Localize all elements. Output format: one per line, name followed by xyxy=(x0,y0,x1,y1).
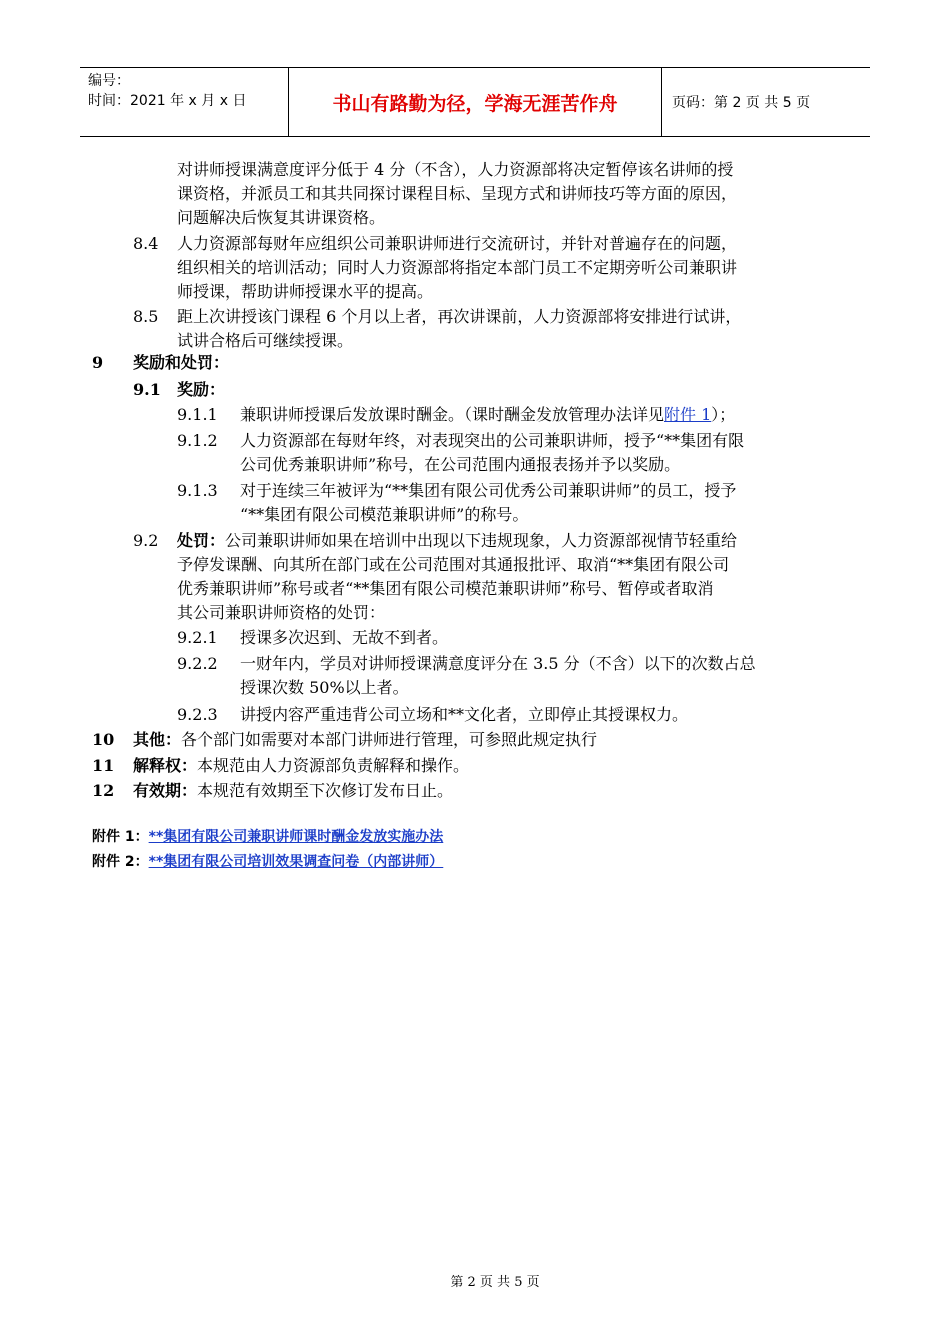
paragraph-line: 授课多次迟到、无故不到者。 xyxy=(240,628,449,647)
section-heading: 其他： xyxy=(133,730,182,749)
paragraph-line: 距上次讲授该门课程 6 个月以上者，再次讲课前，人力资源部将安排进行试讲， xyxy=(177,307,742,326)
paragraph-line: 对讲师授课满意度评分低于 4 分（不含），人力资源部将决定暂停该名讲师的授 xyxy=(177,160,734,179)
paragraph-text: 本规范有效期至下次修订发布日止。 xyxy=(197,781,454,800)
section-number: 9.1.1 xyxy=(177,405,218,424)
paragraph-text: 公司兼职讲师如果在培训中出现以下违规现象，人力资源部视情节轻重给 xyxy=(225,531,738,550)
section-number: 9.2.3 xyxy=(177,705,218,724)
section-number: 9.1.2 xyxy=(177,431,218,450)
section-heading: 奖励： xyxy=(177,380,226,399)
section-number: 9 xyxy=(92,353,104,372)
section-number: 8.4 xyxy=(133,234,159,253)
page-header xyxy=(80,67,870,137)
header-page-label: 页码：第 2 页 共 5 页 xyxy=(672,95,811,111)
paragraph-line: 人力资源部每财年应组织公司兼职讲师进行交流研讨，并针对普遍存在的问题， xyxy=(177,234,738,253)
paragraph-line xyxy=(240,403,735,427)
section-number: 9.2 xyxy=(133,531,159,550)
paragraph-line: 其公司兼职讲师资格的处罚： xyxy=(177,603,386,622)
paragraph-text: 兼职讲师授课后发放课时酬金。（课时酬金发放管理办法详见 xyxy=(240,405,665,424)
paragraph-line xyxy=(133,779,453,803)
paragraph-line: 优秀兼职讲师”称号或者“**集团有限公司模范兼职讲师”称号、暂停或者取消 xyxy=(177,579,714,598)
paragraph-line: 公司优秀兼职讲师”称号，在公司范围内通报表扬并予以奖励。 xyxy=(240,455,681,474)
section-number: 9.2.2 xyxy=(177,654,218,673)
attachment-item xyxy=(92,827,443,847)
section-number: 11 xyxy=(92,756,115,775)
paragraph-line: 讲授内容严重违背公司立场和**文化者，立即停止其授课权力。 xyxy=(240,705,689,724)
section-number: 9.1 xyxy=(133,380,161,399)
page-footer: 第 2 页 共 5 页 xyxy=(450,1275,540,1290)
paragraph-line: 组织相关的培训活动；同时人力资源部将指定本部门员工不定期旁听公司兼职讲 xyxy=(177,258,738,277)
paragraph-line: 对于连续三年被评为“**集团有限公司优秀公司兼职讲师”的员工，授予 xyxy=(240,481,737,500)
section-heading: 处罚： xyxy=(177,531,226,550)
attachment-item xyxy=(92,852,443,872)
paragraph-line: 授课次数 50%以上者。 xyxy=(240,678,409,697)
attachment-1-link[interactable]: 附件 1 xyxy=(664,405,712,424)
section-number: 10 xyxy=(92,730,115,749)
paragraph-text: 各个部门如需要对本部门讲师进行管理，可参照此规定执行 xyxy=(181,730,598,749)
paragraph-line xyxy=(133,728,597,752)
paragraph-line: 问题解决后恢复其讲课资格。 xyxy=(177,208,386,227)
paragraph-line: 一财年内，学员对讲师授课满意度评分在 3.5 分（不含）以下的次数占总 xyxy=(240,654,756,673)
attachment-1-title-link[interactable]: **集团有限公司兼职讲师课时酬金发放实施办法 xyxy=(148,829,444,845)
section-heading: 奖励和处罚： xyxy=(133,353,230,372)
header-motto: 书山有路勤为径，学海无涯苦作舟 xyxy=(289,68,662,136)
paragraph-line xyxy=(177,529,737,553)
document-number-label: 编号： xyxy=(88,73,130,89)
paragraph-line: 试讲合格后可继续授课。 xyxy=(177,331,354,350)
section-heading: 解释权： xyxy=(133,756,198,775)
paragraph-line: “**集团有限公司模范兼职讲师”的称号。 xyxy=(240,505,529,524)
header-info xyxy=(80,68,289,136)
paragraph-text: ）； xyxy=(711,405,736,424)
section-number: 9.2.1 xyxy=(177,628,218,647)
section-number: 9.1.3 xyxy=(177,481,218,500)
paragraph-line xyxy=(133,754,469,778)
attachment-label: 附件 1： xyxy=(92,829,149,845)
paragraph-line: 予停发课酬、向其所在部门或在公司范围对其通报批评、取消“**集团有限公司 xyxy=(177,555,730,574)
paragraph-line: 师授课，帮助讲师授课水平的提高。 xyxy=(177,282,434,301)
section-heading: 有效期： xyxy=(133,781,198,800)
document-time-label: 时间：2021 年 x 月 x 日 xyxy=(88,93,247,109)
attachment-2-title-link[interactable]: **集团有限公司培训效果调查问卷（内部讲师） xyxy=(148,854,444,870)
section-number: 8.5 xyxy=(133,307,159,326)
paragraph-line: 课资格，并派员工和其共同探讨课程目标、呈现方式和讲师技巧等方面的原因， xyxy=(177,184,738,203)
section-number: 12 xyxy=(92,781,115,800)
attachment-label: 附件 2： xyxy=(92,854,149,870)
paragraph-text: 本规范由人力资源部负责解释和操作。 xyxy=(197,756,470,775)
paragraph-line: 人力资源部在每财年终，对表现突出的公司兼职讲师，授予“**集团有限 xyxy=(240,431,745,450)
